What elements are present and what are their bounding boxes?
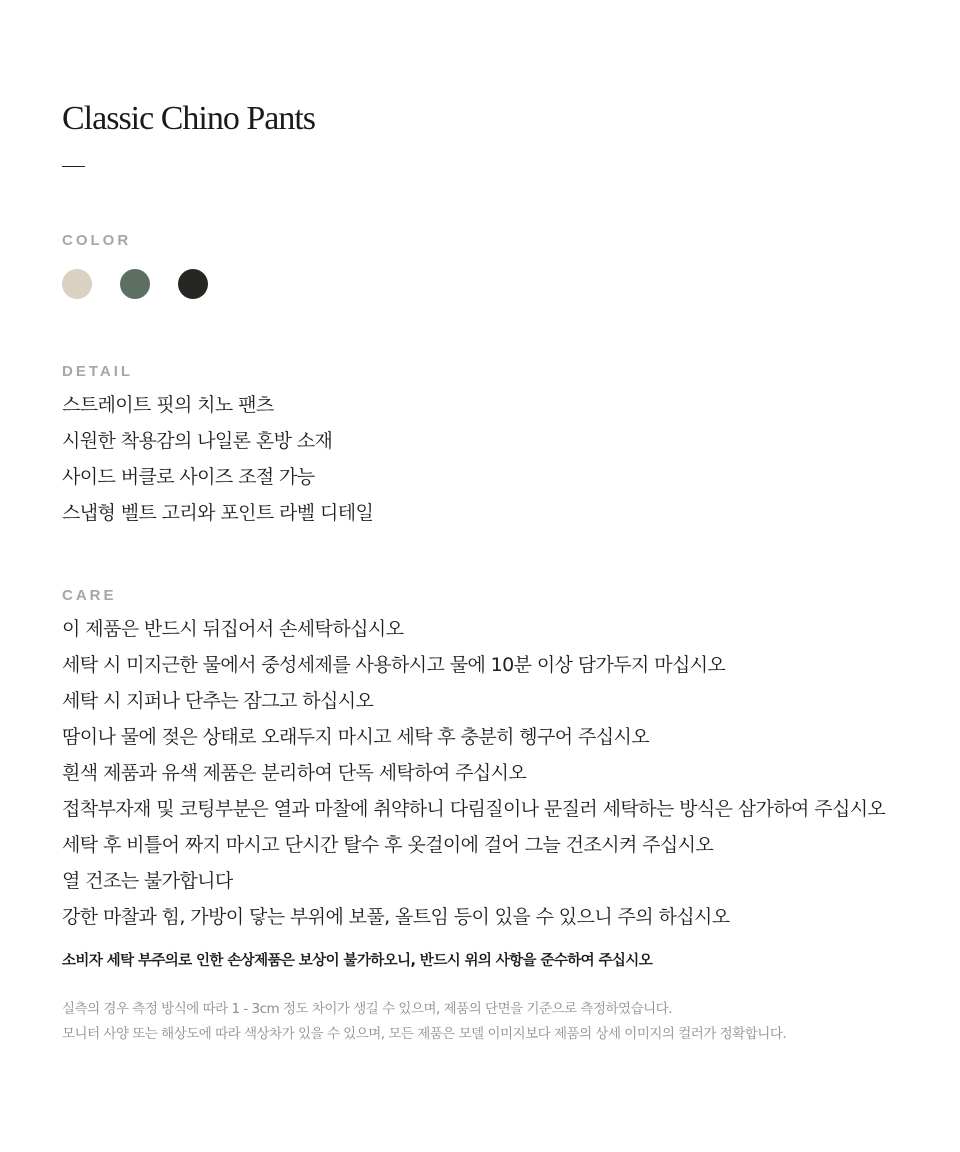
color-section-label: COLOR xyxy=(62,232,132,249)
color-swatches xyxy=(62,269,208,299)
product-title: Classic Chino Pants xyxy=(62,100,316,137)
footnote-measurement: 실측의 경우 측정 방식에 따라 1 - 3cm 정도 차이가 생길 수 있으며, 제품의 단면을 기준으로 측정하였습니다. xyxy=(62,1001,673,1017)
care-line: 세탁 후 비틀어 짜지 마시고 단시간 탈수 후 옷걸이에 걸어 그늘 건조시켜 주십시오 xyxy=(62,834,714,856)
detail-list xyxy=(62,387,373,531)
detail-line: 사이드 버클로 사이즈 조절 가능 xyxy=(62,466,315,488)
care-line: 세탁 시 미지근한 물에서 중성세제를 사용하시고 물에 10분 이상 담가두지 마십시오 xyxy=(62,654,726,676)
color-swatch-green[interactable] xyxy=(120,269,150,299)
detail-section-label: DETAIL xyxy=(62,363,134,380)
care-section-label: CARE xyxy=(62,587,117,604)
care-line: 흰색 제품과 유색 제품은 분리하여 단독 세탁하여 주십시오 xyxy=(62,762,527,784)
care-line: 열 건조는 불가합니다 xyxy=(62,870,233,892)
color-swatch-black[interactable] xyxy=(178,269,208,299)
detail-line: 시원한 착용감의 나일론 혼방 소재 xyxy=(62,430,333,452)
color-swatch-beige[interactable] xyxy=(62,269,92,299)
footnotes xyxy=(62,997,786,1047)
care-line: 강한 마찰과 힘, 가방이 닿는 부위에 보풀, 올트임 등이 있을 수 있으니 주의 하십시오 xyxy=(62,906,730,928)
care-list xyxy=(62,611,885,935)
care-warning: 소비자 세탁 부주의로 인한 손상제품은 보상이 불가하오니, 반드시 위의 사항을 준수하여 주십시오 xyxy=(62,953,653,969)
care-line: 이 제품은 반드시 뒤집어서 손세탁하십시오 xyxy=(62,618,404,640)
footnote-color: 모니터 사양 또는 해상도에 따라 색상차가 있을 수 있으며, 모든 제품은 모델 이미지보다 제품의 상세 이미지의 컬러가 정확합니다. xyxy=(62,1026,787,1042)
title-divider xyxy=(62,166,85,167)
detail-line: 스냅형 벨트 고리와 포인트 라벨 디테일 xyxy=(62,502,374,524)
care-line: 접착부자재 및 코팅부분은 열과 마찰에 취약하니 다림질이나 문질러 세탁하는 방식은 삼가하여 주십시오 xyxy=(62,798,886,820)
care-line: 세탁 시 지퍼나 단추는 잠그고 하십시오 xyxy=(62,690,374,712)
care-line: 땀이나 물에 젖은 상태로 오래두지 마시고 세탁 후 충분히 헹구어 주십시오 xyxy=(62,726,650,748)
detail-line: 스트레이트 핏의 치노 팬츠 xyxy=(62,394,274,416)
